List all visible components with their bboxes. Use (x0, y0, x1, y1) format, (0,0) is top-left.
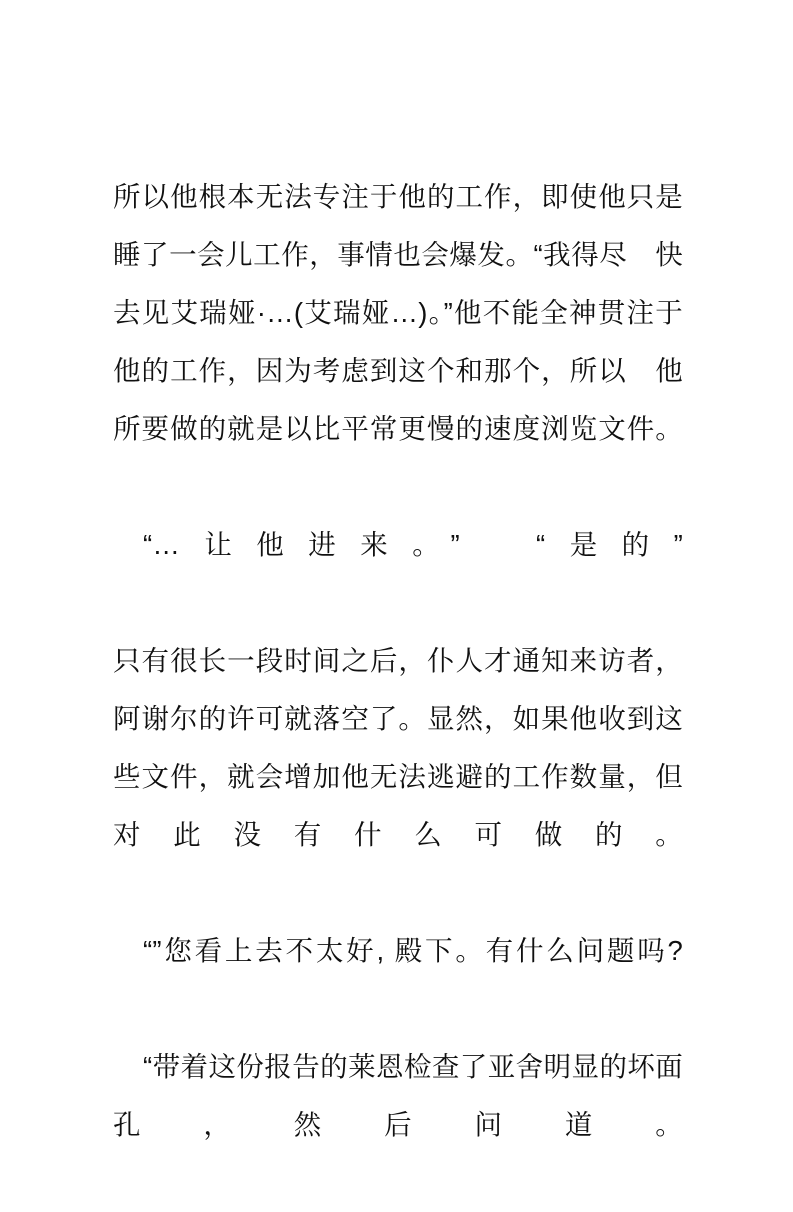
paragraph-1: 所以他根本无法专注于他的工作，即使他只是睡了一会儿工作，事情也会爆发。“我得尽 快去见艾瑞娅·…(艾瑞娅…)。”他不能全神贯注于他的工作，因为考虑到这个和那个，所以 他所要做的就是以比平常更慢的速度浏览文件。 (113, 181, 683, 444)
paragraph-3: 只有很长一段时间之后，仆人才通知来访者，阿谢尔的许可就落空了。显然，如果他收到这些文件，就会增加他无法逃避的工作数量，但对此没有什么可做的。 (113, 645, 683, 850)
paragraph-5: “带着这份报告的莱恩检查了亚舍明显的坏面 孔，然后问道。 (113, 1051, 711, 1140)
paragraph-4: “”您看上去不太好, 殿下。有什么问题吗? (143, 935, 683, 966)
paragraph-2: “…让他进来。” “是的” (143, 529, 683, 560)
document-body (113, 168, 711, 1212)
